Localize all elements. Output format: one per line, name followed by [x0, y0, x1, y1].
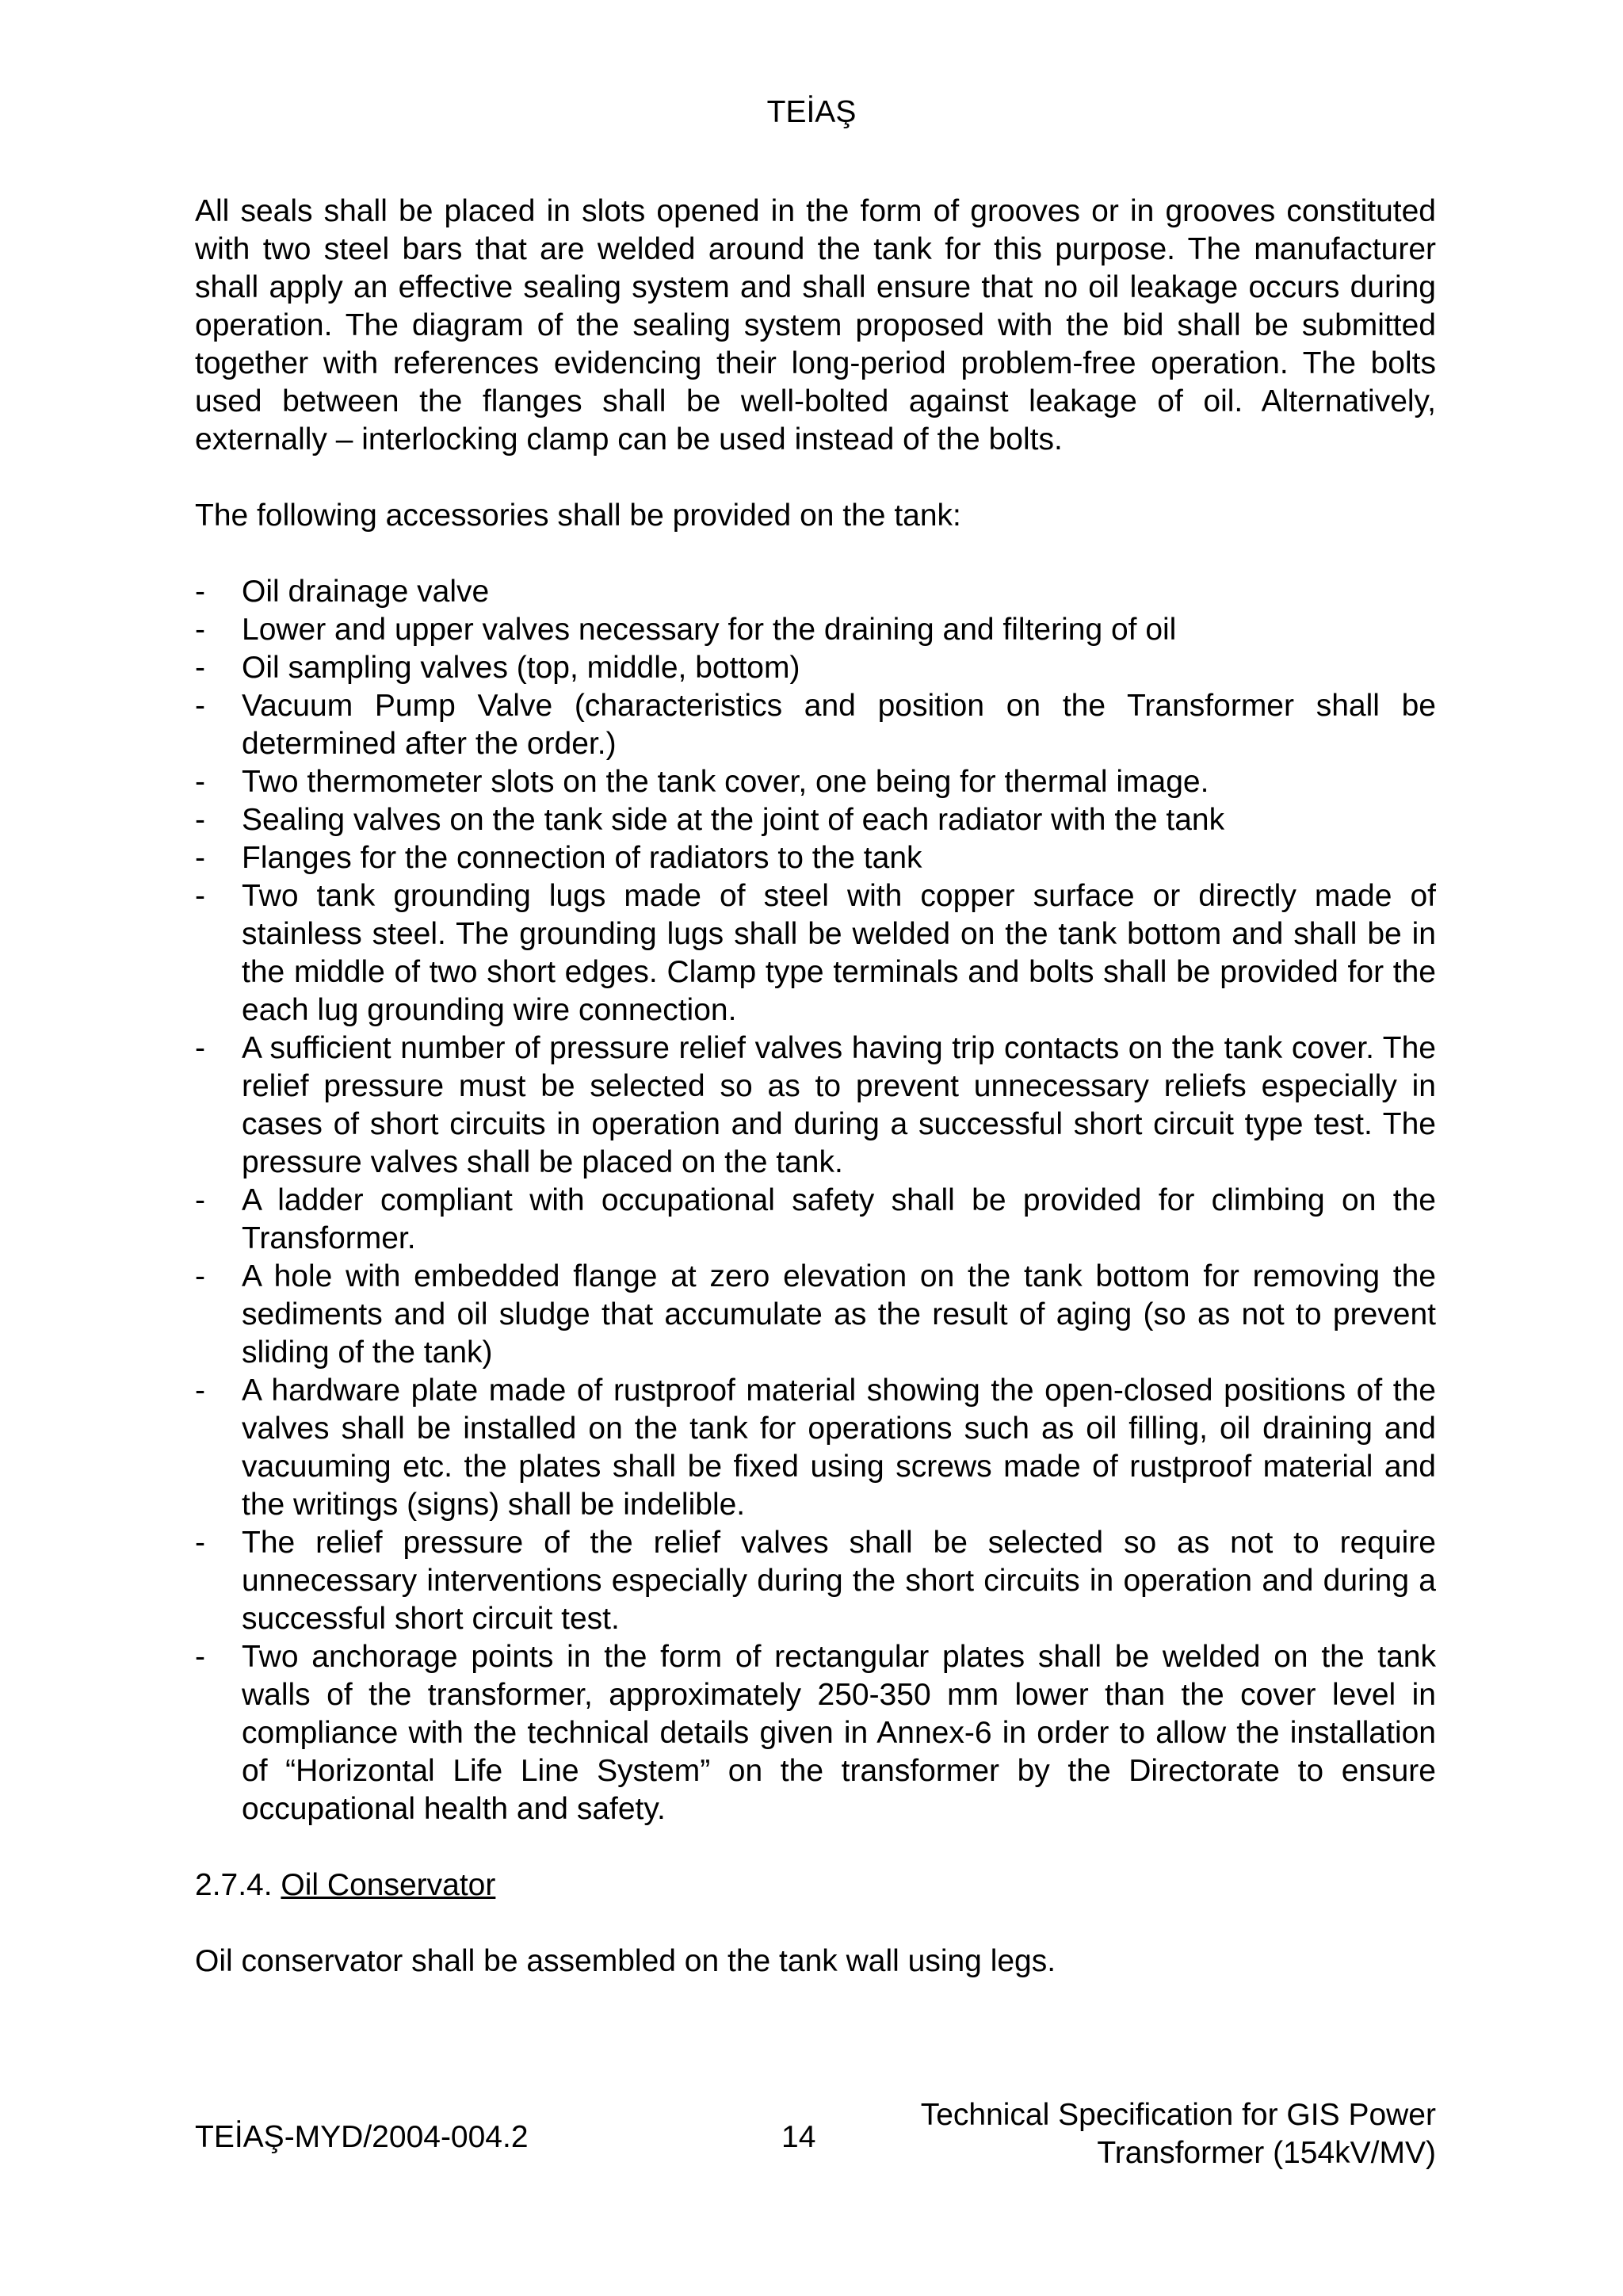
footer-spec-title [921, 2096, 1436, 2172]
bullet-dash: - [195, 651, 205, 685]
bullet-dash: - [195, 1259, 205, 1293]
footer-spec-title-line2: Transformer (154kV/MV) [1097, 2136, 1436, 2170]
bullet-dash: - [195, 1031, 205, 1065]
bullet-dash: - [195, 1640, 205, 1674]
bullet-dash: - [195, 1526, 205, 1560]
section-title: Oil Conservator [281, 1868, 496, 1902]
page-header [0, 94, 1623, 132]
header-title: TEİAŞ [766, 95, 857, 129]
accessory-text: Flanges for the connection of radiators to the tank [242, 841, 922, 875]
accessory-text: Sealing valves on the tank side at the joint of each radiator with the tank [242, 803, 1225, 837]
accessory-item [195, 611, 1436, 649]
accessory-text: Two tank grounding lugs made of steel with copper surface or directly made of stainless steel. The grounding lugs shall be welded on the tank bottom and shall be in the middle of two short edges. Clamp type terminals and bolts shall be provided for the each lug grounding wire connection. [242, 879, 1436, 1027]
accessories-intro: The following accessories shall be provided on the tank: [195, 499, 961, 533]
accessory-text: The relief pressure of the relief valves shall be selected so as not to require unnecessary interventions especially during the short circuits in operation and during a successful short circuit test. [242, 1526, 1436, 1636]
accessory-item [195, 1524, 1436, 1638]
intro-paragraph: All seals shall be placed in slots opened in the form of grooves or in grooves constituted with two steel bars that are welded around the tank for this purpose. The manufacturer shall apply an effective sealing system and shall ensure that no oil leakage occurs during operation. The diagram of the sealing system proposed with the bid shall be submitted together with references evidencing their long-period problem-free operation. The bolts used between the flanges shall be well-bolted against leakage of oil. Alternatively, externally – interlocking clamp can be used instead of the bolts. [195, 194, 1436, 457]
accessory-text: A sufficient number of pressure relief valves having trip contacts on the tank cover. The relief pressure must be selected so as to prevent unnecessary reliefs especially in cases of short circuits in operation and during a successful short circuit type test. The pressure valves shall be placed on the tank. [242, 1031, 1436, 1179]
bullet-dash: - [195, 879, 205, 913]
section-heading [195, 1866, 1436, 1904]
bullet-dash: - [195, 765, 205, 799]
accessory-text: A ladder compliant with occupational safety shall be provided for climbing on the Transformer. [242, 1183, 1436, 1255]
accessory-item [195, 1372, 1436, 1524]
section-text: Oil conservator shall be assembled on the tank wall using legs. [195, 1944, 1056, 1978]
accessory-text: Two anchorage points in the form of rectangular plates shall be welded on the tank walls of the transformer, approximately 250-350 mm lower than the cover level in compliance with the technical details given in Annex-6 in order to allow the installation of “Horizontal Life Line System” on the transformer by the Directorate to ensure occupational health and safety. [242, 1640, 1436, 1826]
accessory-text: Oil drainage valve [242, 575, 490, 609]
page-content [195, 193, 1436, 1981]
bullet-dash: - [195, 1373, 205, 1408]
accessory-text: Two thermometer slots on the tank cover, one being for thermal image. [242, 765, 1209, 799]
bullet-dash: - [195, 613, 205, 647]
bullet-dash: - [195, 689, 205, 723]
bullet-dash: - [195, 575, 205, 609]
accessory-item [195, 801, 1436, 839]
footer-doc-code: TEİAŞ-MYD/2004-004.2 [195, 2120, 529, 2154]
accessory-item [195, 839, 1436, 877]
accessory-text: Vacuum Pump Valve (characteristics and position on the Transformer shall be determined after the order.) [242, 689, 1436, 761]
accessory-item [195, 1258, 1436, 1372]
accessory-list [195, 573, 1436, 1828]
accessory-item [195, 877, 1436, 1030]
accessory-text: Lower and upper valves necessary for the draining and filtering of oil [242, 613, 1177, 647]
section-number: 2.7.4. [195, 1868, 273, 1902]
accessory-text: A hardware plate made of rustproof material showing the open-closed positions of the valves shall be installed on the tank for operations such as oil filling, oil draining and vacuuming etc. the plates shall be fixed using screws made of rustproof material and the writings (signs) shall be indelible. [242, 1373, 1436, 1522]
footer-spec-title-line1: Technical Specification for GIS Power [920, 2098, 1436, 2132]
accessory-item [195, 1030, 1436, 1182]
bullet-dash: - [195, 803, 205, 837]
accessory-item [195, 1638, 1436, 1828]
accessory-item [195, 649, 1436, 687]
accessory-item [195, 573, 1436, 611]
accessory-text: Oil sampling valves (top, middle, bottom) [242, 651, 800, 685]
page-footer [195, 2096, 1436, 2176]
accessory-item [195, 763, 1436, 801]
bullet-dash: - [195, 841, 205, 875]
accessory-text: A hole with embedded flange at zero elevation on the tank bottom for removing the sediments and oil sludge that accumulate as the result of aging (so as not to prevent sliding of the tank) [242, 1259, 1436, 1370]
bullet-dash: - [195, 1183, 205, 1217]
accessory-item [195, 687, 1436, 763]
footer-page-number: 14 [781, 2120, 816, 2154]
accessory-item [195, 1182, 1436, 1258]
